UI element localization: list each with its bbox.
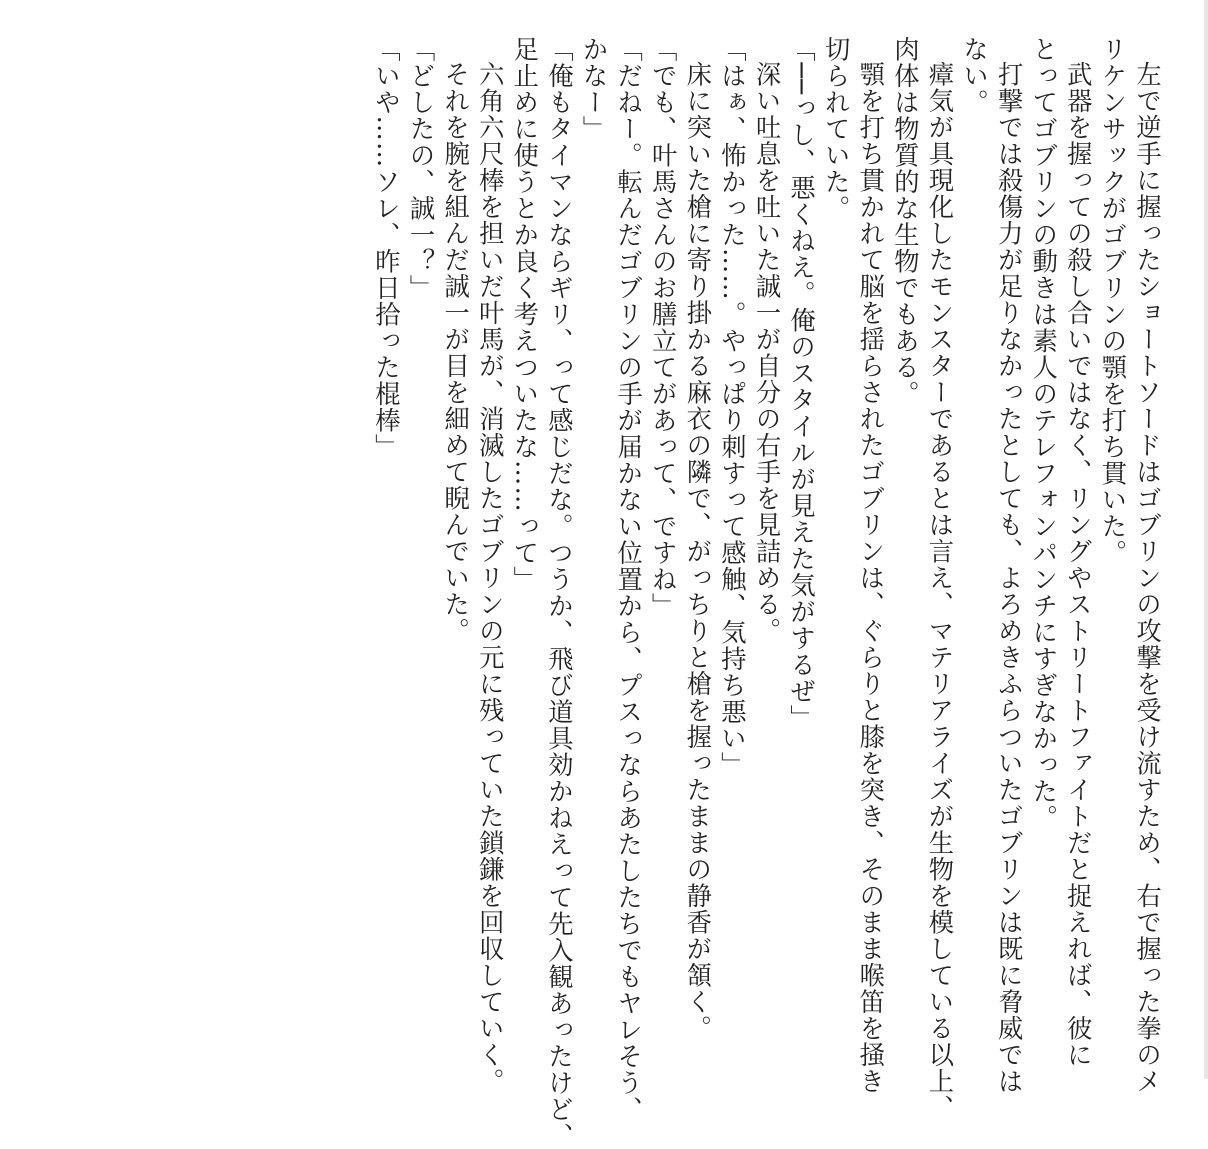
text-line: 床に突いた槍に寄り掛かる麻衣の隣で、がっちりと槍を握ったままの静香が頷く。 bbox=[683, 61, 713, 1042]
dialogue-line: 「だねー。転んだゴブリンの手が届かない位置から、プスっならあたしたちでもヤレそう、 bbox=[614, 36, 644, 1123]
window-edge bbox=[1204, 0, 1208, 1079]
text-line: 深い吐息を吐いた誠一が自分の右手を見詰める。 bbox=[752, 61, 782, 645]
text-line: それを腕を組んだ誠一が目を細めて睨んでいた。 bbox=[441, 61, 471, 645]
text-line: ない。 bbox=[960, 36, 990, 116]
text-line: 左で逆手に握ったショートソードはゴブリンの攻撃を受け流すため、右で握った拳のメ bbox=[1133, 61, 1162, 1095]
text-line: 肉体は物質的な生物でもある。 bbox=[890, 36, 920, 407]
dialogue-line: 「はぁ、怖かった……。やっぱり刺すって感触、気持ち悪い」 bbox=[717, 36, 747, 778]
dialogue-line: 「──っし、悪くねえ。俺のスタイルが見えた気がするぜ」 bbox=[787, 36, 817, 732]
text-line: 六角六尺棒を担いだ叶馬が、消滅したゴブリンの元に残っていた鎖鎌を回収していく。 bbox=[475, 61, 505, 1095]
vertical-text-body bbox=[368, 36, 1164, 1149]
dialogue-line: 「でも、叶馬さんのお膳立てがあって、ですね」 bbox=[648, 36, 678, 619]
text-line: リケンサックがゴブリンの顎を打ち貫いた。 bbox=[1098, 36, 1128, 566]
dialogue-line: 「どしたの、誠一？」 bbox=[406, 36, 436, 301]
text-line: 瘴気が具現化したモンスターであるとは言え、マテリアライズが生物を模している以上、 bbox=[925, 61, 955, 1122]
text-line: 顎を打ち貫かれて脳を揺らされたゴブリンは、ぐらりと膝を突き、そのまま喉笛を掻き bbox=[856, 61, 886, 1095]
text-line: とってゴブリンの動きは素人のテレフォンパンチにすぎなかった。 bbox=[1029, 36, 1059, 831]
text-line: 武器を握っての殺し合いではなく、リングやストリートファイトだと捉えれば、彼に bbox=[1063, 61, 1093, 1069]
dialogue-line: 「いや……ソレ、昨日拾った棍棒」 bbox=[371, 36, 401, 460]
text-line: 打撃では殺傷力が足りなかったとしても、よろめきふらついたゴブリンは既に脅威では bbox=[994, 61, 1024, 1095]
dialogue-line: 「俺もタイマンならギリ、って感じだな。つうか、飛び道具効かねえって先入観あったけど、 bbox=[544, 36, 574, 1149]
dialogue-line: 足止めに使うとか良く考えついたな……って」 bbox=[510, 36, 540, 593]
dialogue-line: かなー」 bbox=[579, 36, 609, 142]
text-line: 切られていた。 bbox=[821, 36, 851, 222]
